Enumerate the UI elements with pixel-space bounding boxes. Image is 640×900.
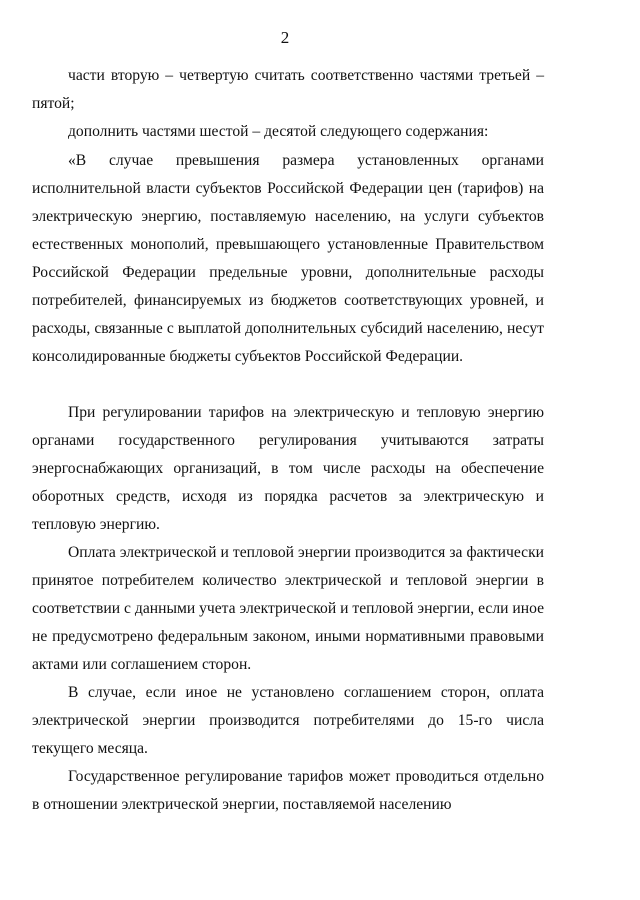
paragraph-3-quote-start: «В случае превышения размера установленных органами исполнительной власти субъектов Российской Федерации цен (тарифов) на электрическую энергию, поставляемую населению, на услуги субъектов естественных монополий, превышающего установленные Правительством Российской Федерации предельные уровни, дополнительные расходы потребителей, финансируемых из бюджетов соответствующих уровней, и расходы, связанные с выплатой дополнительных субсидий населению, несут консолидированные бюджеты субъектов Российской Федерации. — [32, 152, 544, 365]
paragraph-7: Государственное регулирование тарифов может проводиться отдельно в отношении электрической энергии, поставляемой населению — [32, 768, 544, 813]
paragraph-2: дополнить частями шестой – десятой следующего содержания: — [68, 123, 489, 140]
paragraph-6: В случае, если иное не установлено соглашением сторон, оплата электрической энергии производится потребителями до 15-го числа текущего месяца. — [32, 684, 544, 757]
paragraph-5: Оплата электрической и тепловой энергии производится за фактически принятое потребителем количество электрической и тепловой энергии в соответствии с данными учета электрической и тепловой энергии, если иное не предусмотрено федеральным законом, иными нормативными правовыми актами или соглашением сторон. — [32, 544, 544, 673]
paragraph-4: При регулировании тарифов на электрическую и тепловую энергию органами государственного регулирования учитываются затраты энергоснабжающих организаций, в том числе расходы на обеспечение оборотных средств, исходя из порядка расчетов за электрическую и тепловую энергию. — [32, 404, 544, 533]
page-number: 2 — [280, 28, 290, 47]
paragraph-1: части вторую – четвертую считать соответственно частями третьей – пятой; — [32, 67, 544, 112]
